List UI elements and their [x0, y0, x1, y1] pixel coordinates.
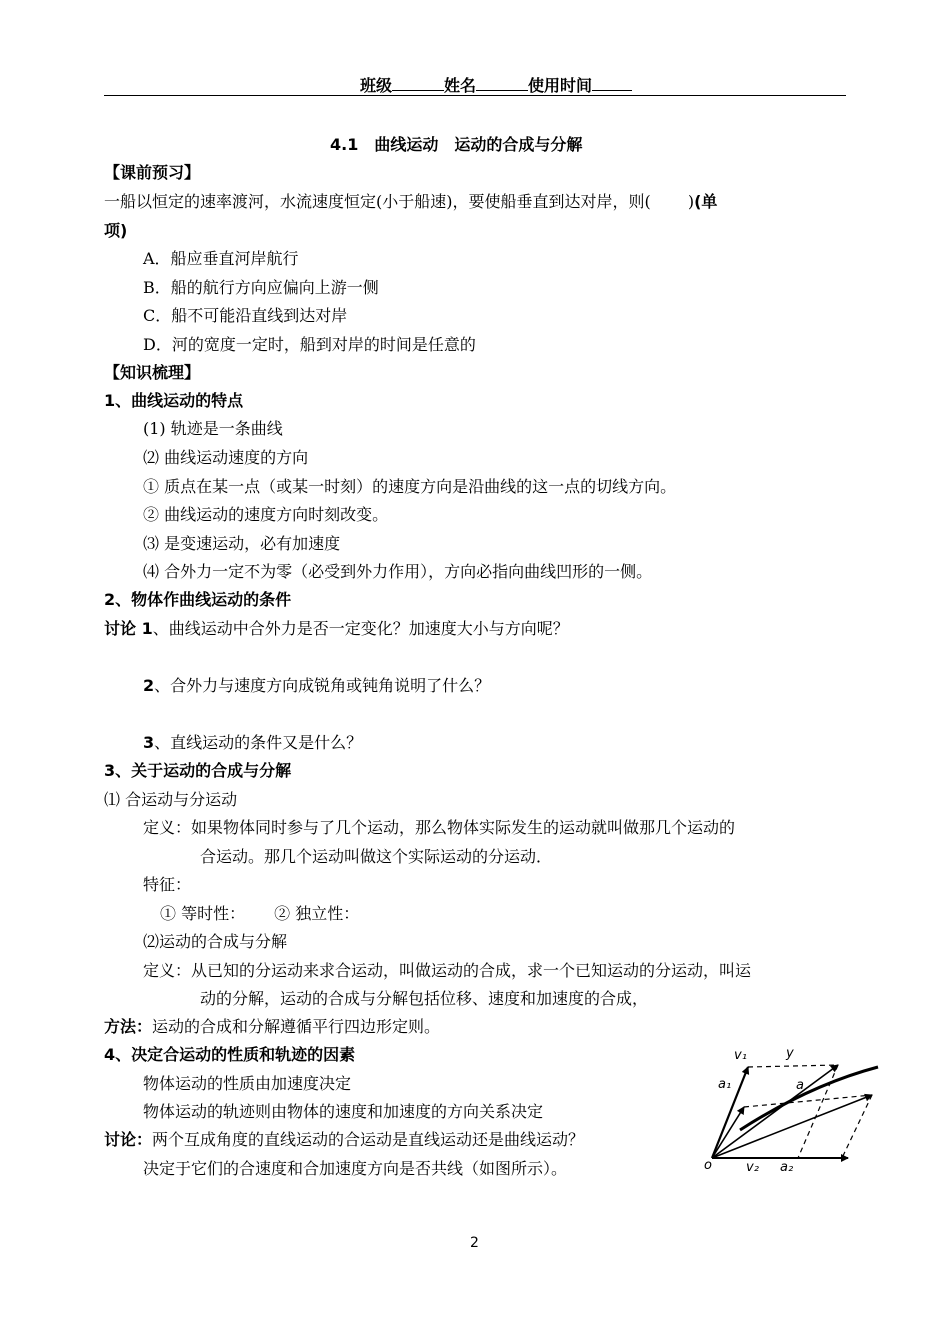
- discussion-2: [143, 675, 490, 697]
- s4-line-2: 物体运动的轨迹则由物体的速度和加速度的方向关系决定: [143, 1102, 544, 1121]
- method-line: [104, 1016, 440, 1038]
- time-label: 使用时间: [528, 76, 593, 95]
- discussion-1: [104, 618, 569, 640]
- section4-title: 4、决定合运动的性质和轨迹的因素: [104, 1045, 356, 1064]
- preview-heading: 【课前预习】: [104, 163, 201, 182]
- header-rule: [104, 95, 846, 96]
- label-a2: a₂: [780, 1160, 794, 1175]
- vector-diagram: [700, 1045, 890, 1180]
- class-blank: [392, 76, 444, 91]
- section3-title: 3、关于运动的合成与分解: [104, 761, 292, 780]
- knowledge-heading: 【知识梳理】: [104, 363, 201, 382]
- option-b: B．船的航行方向应偏向上游一侧: [143, 278, 379, 297]
- dashed-top: [748, 1065, 838, 1067]
- s1-item-6: ⑷ 合外力一定不为零（必受到外力作用），方向必指向曲线凹形的一侧。: [143, 562, 653, 581]
- time-blank: [592, 76, 632, 91]
- s3-def2-b: 动的分解，运动的合成与分解包括位移、速度和加速度的合成，: [200, 989, 649, 1008]
- discussion-2-text: 、合外力与速度方向成锐角或钝角说明了什么？: [154, 676, 491, 695]
- class-label: 班级: [360, 76, 393, 95]
- label-v1: v₁: [734, 1048, 747, 1063]
- name-label: 姓名: [444, 76, 477, 95]
- discussion-4-text: 两个互成角度的直线运动的合运动是直线运动还是曲线运动？: [152, 1130, 585, 1149]
- discussion-4-label: 讨论：: [104, 1130, 153, 1149]
- label-a1: a₁: [718, 1077, 732, 1092]
- s3-feature-items: ① 等时性： ② 独立性：: [160, 904, 360, 923]
- discussion-4: [104, 1129, 584, 1151]
- question-tag: (单: [694, 192, 718, 211]
- s1-item-4: ② 曲线运动的速度方向时刻改变。: [143, 505, 389, 524]
- s3-sub1: ⑴ 合运动与分运动: [104, 790, 238, 809]
- s3-def1-a: 定义：如果物体同时参与了几个运动，那么物体实际发生的运动就叫做那几个运动的: [143, 818, 736, 837]
- section1-title: 1、曲线运动的特点: [104, 391, 244, 410]
- discussion-4-line2: 决定于它们的合速度和合加速度方向是否共线（如图所示）。: [143, 1159, 568, 1178]
- option-c: C．船不可能沿直线到达对岸: [143, 306, 348, 325]
- s1-item-1: (1) 轨迹是一条曲线: [143, 419, 283, 438]
- a-resultant-arrow: [712, 1095, 872, 1158]
- s3-feature: 特征：: [143, 875, 192, 894]
- name-blank: [476, 76, 528, 91]
- label-a: a: [796, 1078, 804, 1093]
- label-v2: v₂: [746, 1160, 759, 1175]
- header-line: [360, 75, 632, 97]
- option-d: D．河的宽度一定时，船到对岸的时间是任意的: [143, 335, 476, 354]
- section2-title: 2、物体作曲线运动的条件: [104, 590, 292, 609]
- discussion-1-label: 讨论 1: [104, 619, 153, 638]
- question-tag-cont: 项): [104, 221, 128, 240]
- s3-def2-a: 定义：从已知的分运动来求合运动，叫做运动的合成，求一个已知运动的分运动，叫运: [143, 961, 752, 980]
- label-y: y: [786, 1046, 794, 1061]
- discussion-2-label: 2: [143, 676, 155, 695]
- question-text: 一船以恒定的速率渡河，水流速度恒定(小于船速)，要使船垂直到达对岸，则( ): [104, 192, 695, 211]
- discussion-3-label: 3: [143, 733, 155, 752]
- page-number: 2: [470, 1235, 479, 1251]
- s1-item-3: ① 质点在某一点（或某一时刻）的速度方向是沿曲线的这一点的切线方向。: [143, 477, 677, 496]
- s4-line-1: 物体运动的性质由加速度决定: [143, 1074, 352, 1093]
- question-line1: [104, 191, 717, 213]
- discussion-1-text: 、曲线运动中合外力是否一定变化？加速度大小与方向呢？: [152, 619, 569, 638]
- s3-def1-b: 合运动。那几个运动叫做这个实际运动的分运动．: [200, 847, 553, 866]
- dashed-mid: [744, 1095, 872, 1107]
- discussion-3: [143, 732, 362, 754]
- s1-item-5: ⑶ 是变速运动，必有加速度: [143, 534, 341, 553]
- discussion-3-text: 、直线运动的条件又是什么？: [154, 733, 363, 752]
- method-text: 运动的合成和分解遵循平行四边形定则。: [152, 1017, 441, 1036]
- method-label: 方法：: [104, 1017, 153, 1036]
- page-title: 4.1 曲线运动 运动的合成与分解: [330, 135, 583, 154]
- s1-item-2: ⑵ 曲线运动速度的方向: [143, 448, 309, 467]
- s3-sub2: ⑵运动的合成与分解: [143, 932, 288, 951]
- label-o: o: [704, 1158, 712, 1173]
- option-a: A．船应垂直河岸航行: [143, 249, 299, 268]
